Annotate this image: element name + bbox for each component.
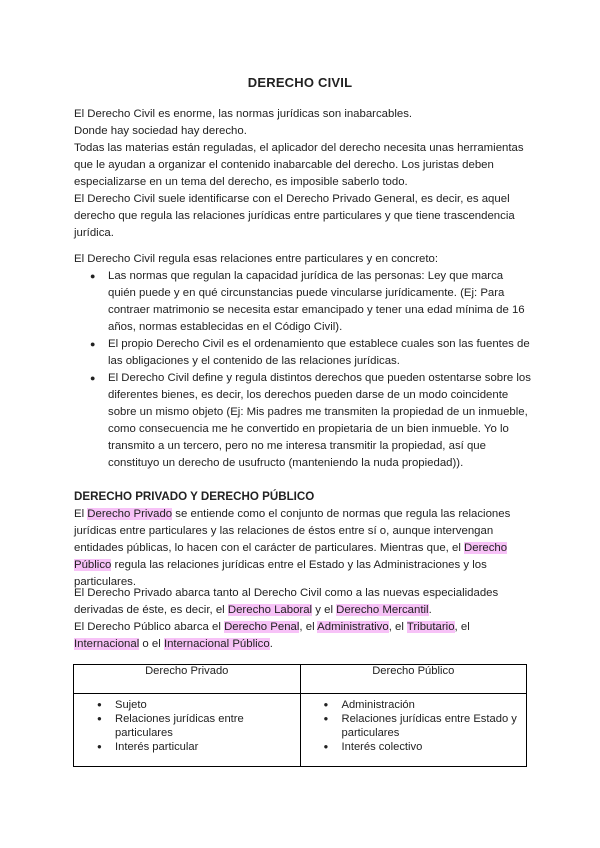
list-item: ● Interés colectivo	[307, 740, 521, 754]
paragraph-privado-abarca: El Derecho Privado abarca tanto al Derecho Civil como a las nuevas especialidades derivadas de éste, es decir, el Derecho Laboral y el Derecho Mercantil.	[74, 587, 499, 616]
list-item: ● Interés particular	[80, 740, 294, 754]
bullet-list	[74, 268, 534, 472]
list-item: ● Relaciones jurídicas entre Estado y particulares	[307, 712, 521, 740]
intro-paragraph-materias: Todas las materias están reguladas, el aplicador del derecho necesita unas herramientas que le ayudan a organizar el contenido inabarcable del derecho. Los juristas deben especializarse en un tema del derecho, es imposible saberlo todo.	[74, 142, 524, 188]
list-item: ● Sujeto	[80, 698, 294, 712]
highlight-internacional: Internacional	[74, 638, 140, 650]
page-title: DERECHO CIVIL	[247, 75, 353, 90]
highlight-derecho-mercantil: Derecho Mercantil	[336, 604, 429, 616]
list-item: ● Administración	[307, 698, 521, 712]
list-item: ● Las normas que regulan la capacidad jurídica de las personas: Ley que marca quién puede y en qué circunstancias puede vincularse jurídicamente. (Ej: Para contraer matrimonio se necesita estar emancipado y tener una edad mínima de 16 años, normas establecidas en el Código Civil).	[74, 268, 534, 336]
comparison-table	[73, 664, 527, 767]
highlight-tributario: Tributario	[406, 621, 455, 633]
regula-intro: El Derecho Civil regula esas relaciones entre particulares y en concreto:	[74, 253, 439, 265]
intro-paragraph-privado-general: El Derecho Civil suele identificarse con el Derecho Privado General, es decir, es aquel derecho que regula las relaciones jurídicas entre particulares y que tiene trascendencia jurídica.	[74, 193, 515, 239]
highlight-derecho-laboral: Derecho Laboral	[227, 604, 313, 616]
intro-line-2: Donde hay sociedad hay derecho.	[74, 125, 247, 137]
section-heading: DERECHO PRIVADO Y DERECHO PÚBLICO	[74, 490, 315, 503]
table-header-row	[74, 665, 527, 694]
highlight-derecho-penal: Derecho Penal	[224, 621, 300, 633]
highlight-derecho-publico: Derecho Público	[74, 542, 508, 571]
intro-line-1: El Derecho Civil es enorme, las normas jurídicas son inabarcables.	[74, 108, 413, 120]
highlight-derecho-privado: Derecho Privado	[87, 508, 173, 520]
highlight-internacional-publico: Internacional Público	[163, 638, 270, 650]
paragraph-publico-abarca: El Derecho Público abarca el Derecho Penal, el Administrativo, el Tributario, el Internacional o el Internacional Público.	[74, 621, 470, 650]
paragraph-definiciones: El Derecho Privado se entiende como el conjunto de normas que regula las relaciones jurídicas entre particulares y las relaciones de éstos entre sí o, aunque intervengan entidades públicas, lo hacen con el carácter de particulares. Mientras que, el Derecho Público regula las relaciones jurídicas entre el Estado y las Administraciones y los particulares.	[74, 508, 511, 588]
highlight-administrativo: Administrativo	[317, 621, 389, 633]
header-derecho-publico: Derecho Público	[300, 665, 527, 694]
table-row	[74, 694, 527, 767]
list-item: ● El propio Derecho Civil es el ordenamiento que establece cuales son las fuentes de las obligaciones y el contenido de las relaciones jurídicas.	[74, 336, 534, 370]
list-item: ● Relaciones jurídicas entre particulares	[80, 712, 294, 740]
cell-derecho-publico	[300, 694, 527, 767]
list-item: ● El Derecho Civil define y regula distintos derechos que pueden ostentarse sobre los diferentes bienes, es decir, los derechos pueden darse de un modo coincidente sobre un mismo objeto (Ej: Mis padres me transmiten la propiedad de un inmueble, como consecuencia me he convertido en propietaria de un bien inmueble. Yo lo transmito a un tercero, pero no me interesa transmitir la propiedad, así que constituyo un derecho de usufructo (manteniendo la nuda propiedad)).	[74, 370, 534, 472]
header-derecho-privado: Derecho Privado	[74, 665, 301, 694]
cell-derecho-privado	[74, 694, 301, 767]
